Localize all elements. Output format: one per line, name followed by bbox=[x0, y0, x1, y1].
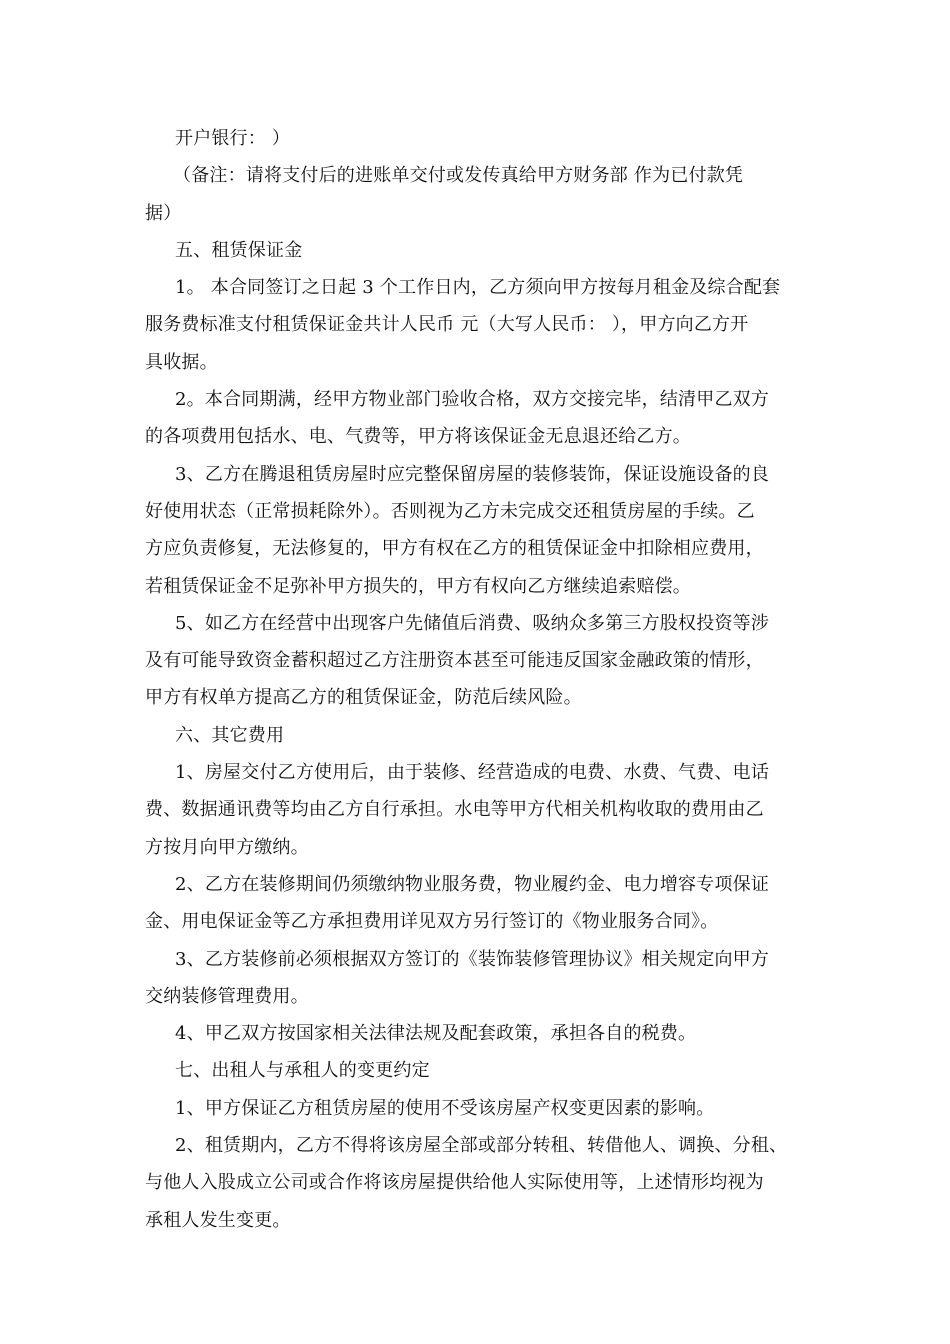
deposit-clause-5-line-1: 5、如乙方在经营中出现客户先储值后消费、吸纳众多第三方股权投资等涉 bbox=[175, 612, 770, 634]
deposit-clause-5-line-3: 甲方有权单方提高乙方的租赁保证金，防范后续风险。 bbox=[145, 687, 582, 709]
fees-clause-3-line-1: 3、乙方装修前必须根据双方签订的《装饰装修管理协议》相关规定向甲方 bbox=[175, 948, 770, 970]
change-clause-2-line-2: 与他人入股成立公司或合作将该房屋提供给他人实际使用等，上述情形均视为 bbox=[145, 1172, 764, 1194]
deposit-clause-1-line-1: 1。 本合同签订之日起 3 个工作日内，乙方须向甲方按每月租金及综合配套 bbox=[175, 277, 781, 299]
fees-clause-2-line-2: 金、用电保证金等乙方承担费用详见双方另行签订的《物业服务合同》。 bbox=[145, 911, 719, 933]
change-clause-2-line-3: 承租人发生变更。 bbox=[145, 1209, 291, 1231]
document-body bbox=[145, 120, 815, 1239]
section-heading-party-change: 七、出租人与承租人的变更约定 bbox=[175, 1060, 430, 1082]
remark-line-1: （备注：请将支付后的进账单交付或发传真给甲方财务部 作为已付款凭 bbox=[173, 165, 744, 187]
bank-account-line: 开户银行： ） bbox=[175, 128, 291, 149]
change-clause-2-line-1: 2、租赁期内，乙方不得将该房屋全部或部分转租、转借他人、调换、分租、 bbox=[175, 1135, 788, 1157]
deposit-clause-1-line-3: 具收据。 bbox=[145, 351, 218, 373]
deposit-clause-1-line-2: 服务费标准支付租赁保证金共计人民币 元（大写人民币： ），甲方向乙方开 bbox=[145, 314, 749, 336]
section-heading-deposit: 五、租赁保证金 bbox=[175, 239, 303, 261]
deposit-clause-2-line-1: 2。本合同期满，经甲方物业部门验收合格，双方交接完毕，结清甲乙双方 bbox=[175, 389, 770, 411]
fees-clause-1-line-1: 1、房屋交付乙方使用后，由于装修、经营造成的电费、水费、气费、电话 bbox=[175, 762, 770, 784]
fees-clause-1-line-2: 费、数据通讯费等均由乙方自行承担。水电等甲方代相关机构收取的费用由乙 bbox=[145, 799, 764, 821]
remark-line-2: 据） bbox=[145, 202, 182, 224]
fees-clause-1-line-3: 方按月向甲方缴纳。 bbox=[145, 836, 309, 858]
deposit-clause-3-line-1: 3、乙方在腾退租赁房屋时应完整保留房屋的装修装饰，保证设施设备的良 bbox=[175, 463, 770, 485]
deposit-clause-3-line-3: 方应负责修复，无法修复的，甲方有权在乙方的租赁保证金中扣除相应费用， bbox=[145, 538, 764, 560]
deposit-clause-5-line-2: 及有可能导致资金蓄积超过乙方注册资本甚至可能违反国家金融政策的情形， bbox=[145, 650, 764, 672]
section-heading-other-fees: 六、其它费用 bbox=[175, 724, 285, 746]
deposit-clause-3-line-4: 若租赁保证金不足弥补甲方损失的，甲方有权向乙方继续追索赔偿。 bbox=[145, 575, 691, 597]
deposit-clause-2-line-2: 的各项费用包括水、电、气费等，甲方将该保证金无息退还给乙方。 bbox=[145, 426, 691, 448]
fees-clause-2-line-1: 2、乙方在装修期间仍须缴纳物业服务费，物业履约金、电力增容专项保证 bbox=[175, 873, 770, 895]
change-clause-1-line-1: 1、甲方保证乙方租赁房屋的使用不受该房屋产权变更因素的影响。 bbox=[175, 1097, 715, 1119]
fees-clause-3-line-2: 交纳装修管理费用。 bbox=[145, 985, 309, 1007]
deposit-clause-3-line-2: 好使用状态（正常损耗除外）。否则视为乙方未完成交还租赁房屋的手续。乙 bbox=[145, 500, 755, 522]
fees-clause-4-line-1: 4、甲乙双方按国家相关法律法规及配套政策，承担各自的税费。 bbox=[175, 1023, 697, 1045]
